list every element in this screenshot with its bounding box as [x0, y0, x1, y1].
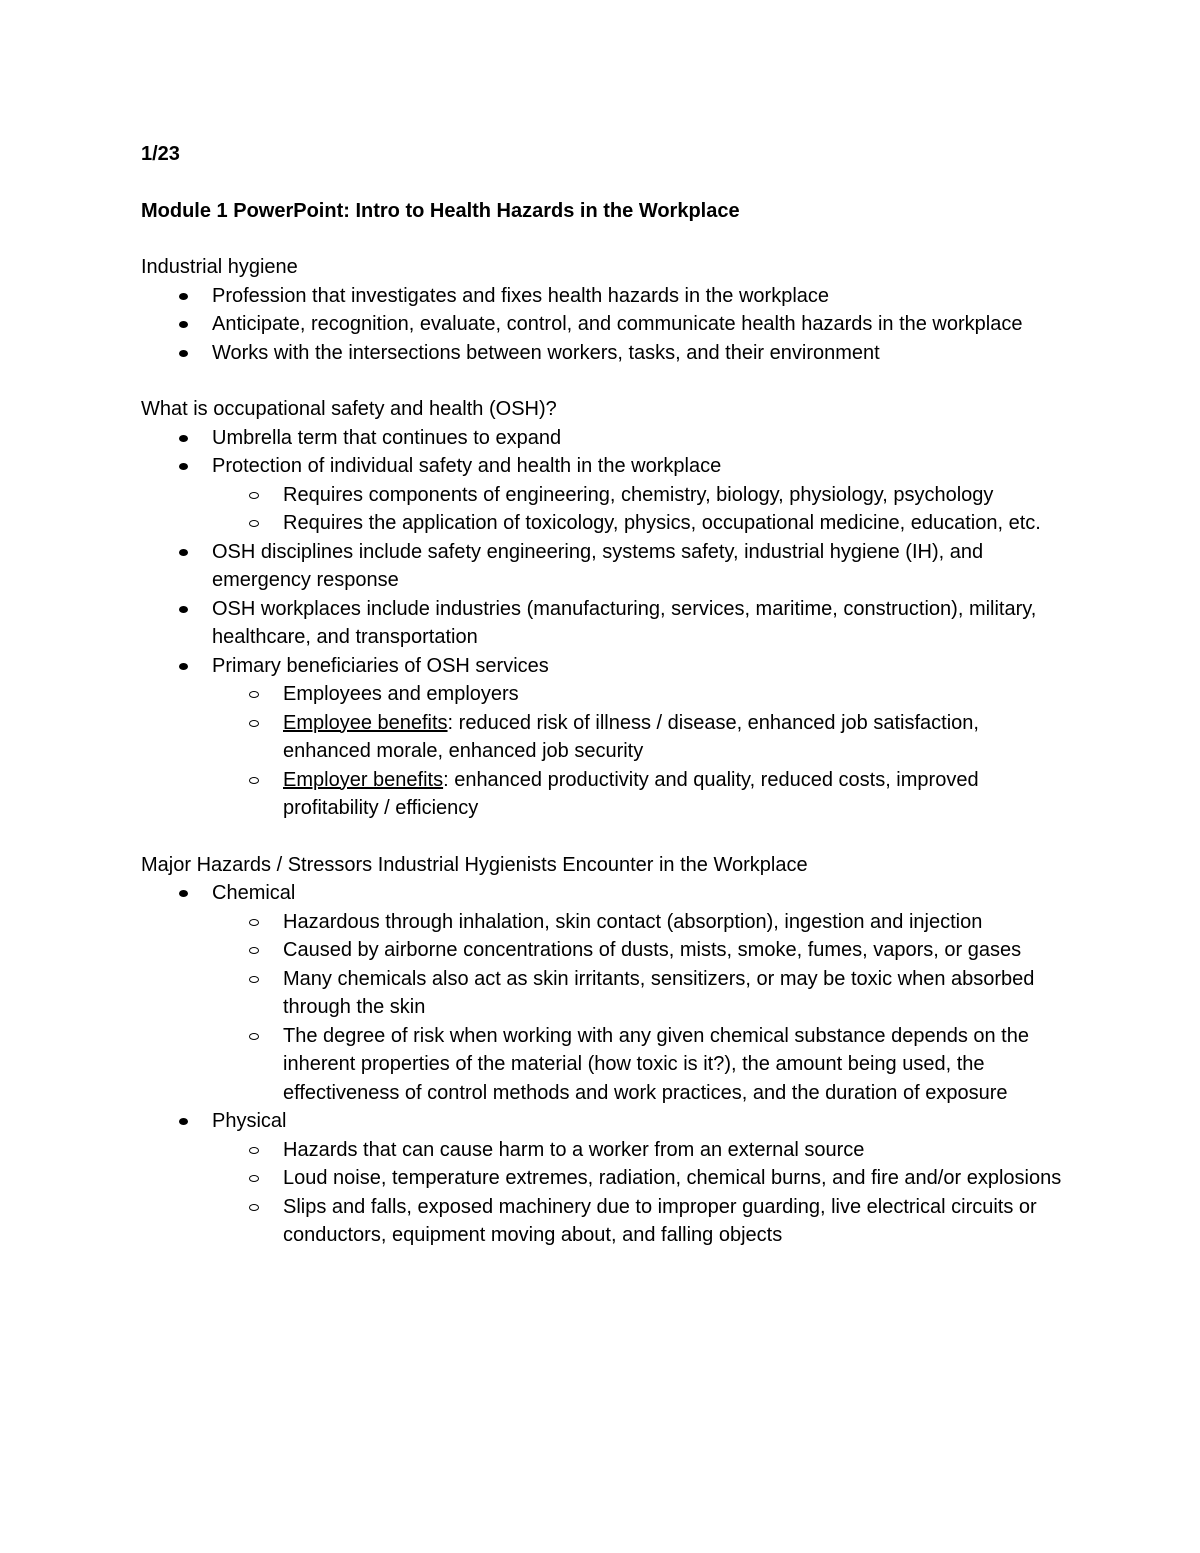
sub-list-item-text: Hazards that can cause harm to a worker from an external source	[283, 1138, 865, 1161]
sub-list-item	[212, 509, 1071, 538]
section-heading: Major Hazards / Stressors Industrial Hygienists Encounter in the Workplace	[141, 853, 808, 876]
list-item	[141, 424, 1071, 453]
circle-bullet-icon	[249, 691, 259, 698]
list-item-text: Protection of individual safety and health in the workplace	[212, 455, 722, 477]
list-item-text: OSH disciplines include safety engineering, systems safety, industrial hygiene (IH), and emergency response	[212, 540, 984, 591]
document-page	[141, 140, 1071, 1250]
bullet-icon	[179, 293, 188, 300]
list-item-text: Works with the intersections between workers, tasks, and their environment	[212, 341, 880, 364]
bullet-icon	[179, 463, 188, 470]
list-item	[141, 538, 1071, 595]
bullet-list	[141, 282, 1071, 368]
sub-list	[212, 680, 1071, 823]
sub-list-item	[212, 1022, 1071, 1108]
sub-list-item-text: Slips and falls, exposed machinery due to improper guarding, live electrical circuits or conductors, equipment moving about, and falling objects	[283, 1195, 1037, 1246]
sub-list	[212, 481, 1071, 538]
bullet-list	[141, 424, 1071, 823]
bullet-icon	[179, 1118, 188, 1125]
list-item-chemical	[141, 879, 1071, 1107]
employee-benefits-text: : reduced risk of illness / disease, enhanced job satisfaction, enhanced morale, enhanced job security	[283, 711, 979, 762]
section-heading: What is occupational safety and health (OSH)?	[141, 398, 557, 420]
employer-benefits-text: : enhanced productivity and quality, reduced costs, improved profitability / efficiency	[283, 768, 979, 819]
section-industrial-hygiene	[141, 253, 1071, 367]
bullet-icon	[179, 321, 188, 328]
sub-list-item	[212, 709, 1071, 766]
bullet-icon	[179, 549, 188, 556]
list-item	[141, 452, 1071, 538]
circle-bullet-icon	[249, 947, 259, 954]
section-heading: Industrial hygiene	[141, 256, 298, 278]
list-item-text: Physical	[212, 1110, 287, 1132]
circle-bullet-icon	[249, 777, 259, 784]
sub-list	[212, 908, 1071, 1108]
sub-list-item	[212, 680, 1071, 709]
sub-list-item-text: Caused by airborne concentrations of dusts, mists, smoke, fumes, vapors, or gases	[283, 939, 1022, 961]
list-item-text: Primary beneficiaries of OSH services	[212, 654, 549, 677]
sub-list-item	[212, 1164, 1071, 1193]
page-title: Module 1 PowerPoint: Intro to Health Hazards in the Workplace	[141, 199, 740, 222]
sub-list-item-text: Employees and employers	[283, 683, 519, 705]
list-item-text: Profession that investigates and fixes health hazards in the workplace	[212, 284, 830, 307]
list-item-text: Anticipate, recognition, evaluate, control, and communicate health hazards in the workplace	[212, 313, 1023, 335]
list-item	[141, 282, 1071, 311]
list-item	[141, 310, 1071, 339]
sub-list-item-text: Requires components of engineering, chemistry, biology, physiology, psychology	[283, 483, 994, 506]
list-item-text: OSH workplaces include industries (manufacturing, services, maritime, construction), military, healthcare, and transportation	[212, 597, 1037, 648]
section-major-hazards	[141, 851, 1071, 1250]
circle-bullet-icon	[249, 976, 259, 983]
sub-list-item-text: Requires the application of toxicology, physics, occupational medicine, education, etc.	[283, 512, 1041, 534]
list-item	[141, 595, 1071, 652]
sub-list-item	[212, 766, 1071, 823]
bullet-icon	[179, 663, 188, 670]
sub-list-item	[212, 908, 1071, 937]
circle-bullet-icon	[249, 1204, 259, 1211]
sub-list-item-text: Many chemicals also act as skin irritants, sensitizers, or may be toxic when absorbed through the skin	[283, 967, 1035, 1018]
bullet-list	[141, 879, 1071, 1250]
circle-bullet-icon	[249, 1147, 259, 1154]
circle-bullet-icon	[249, 1033, 259, 1040]
list-item	[141, 652, 1071, 823]
sub-list-item-text: Loud noise, temperature extremes, radiation, chemical burns, and fire and/or explosions	[283, 1167, 1062, 1189]
sub-list-item-text: Hazardous through inhalation, skin contact (absorption), ingestion and injection	[283, 910, 983, 933]
list-item-physical	[141, 1107, 1071, 1250]
circle-bullet-icon	[249, 720, 259, 727]
circle-bullet-icon	[249, 1175, 259, 1182]
list-item	[141, 339, 1071, 368]
sub-list-item	[212, 965, 1071, 1022]
employee-benefits-label: Employee benefits	[283, 711, 448, 734]
bullet-icon	[179, 435, 188, 442]
date-heading: 1/23	[141, 143, 180, 165]
section-osh	[141, 395, 1071, 823]
sub-list-item-text: The degree of risk when working with any given chemical substance depends on the inherent properties of the material (how toxic is it?), the amount being used, the effectiveness of control methods and work practices, and the duration of exposure	[283, 1024, 1029, 1104]
bullet-icon	[179, 606, 188, 613]
sub-list-item	[212, 1193, 1071, 1250]
sub-list-item	[212, 1136, 1071, 1165]
list-item-text: Umbrella term that continues to expand	[212, 426, 562, 449]
bullet-icon	[179, 350, 188, 357]
bullet-icon	[179, 890, 188, 897]
circle-bullet-icon	[249, 492, 259, 499]
sub-list	[212, 1136, 1071, 1250]
circle-bullet-icon	[249, 919, 259, 926]
circle-bullet-icon	[249, 520, 259, 527]
sub-list-item	[212, 936, 1071, 965]
sub-list-item	[212, 481, 1071, 510]
employer-benefits-label: Employer benefits	[283, 768, 444, 791]
list-item-text: Chemical	[212, 882, 296, 904]
